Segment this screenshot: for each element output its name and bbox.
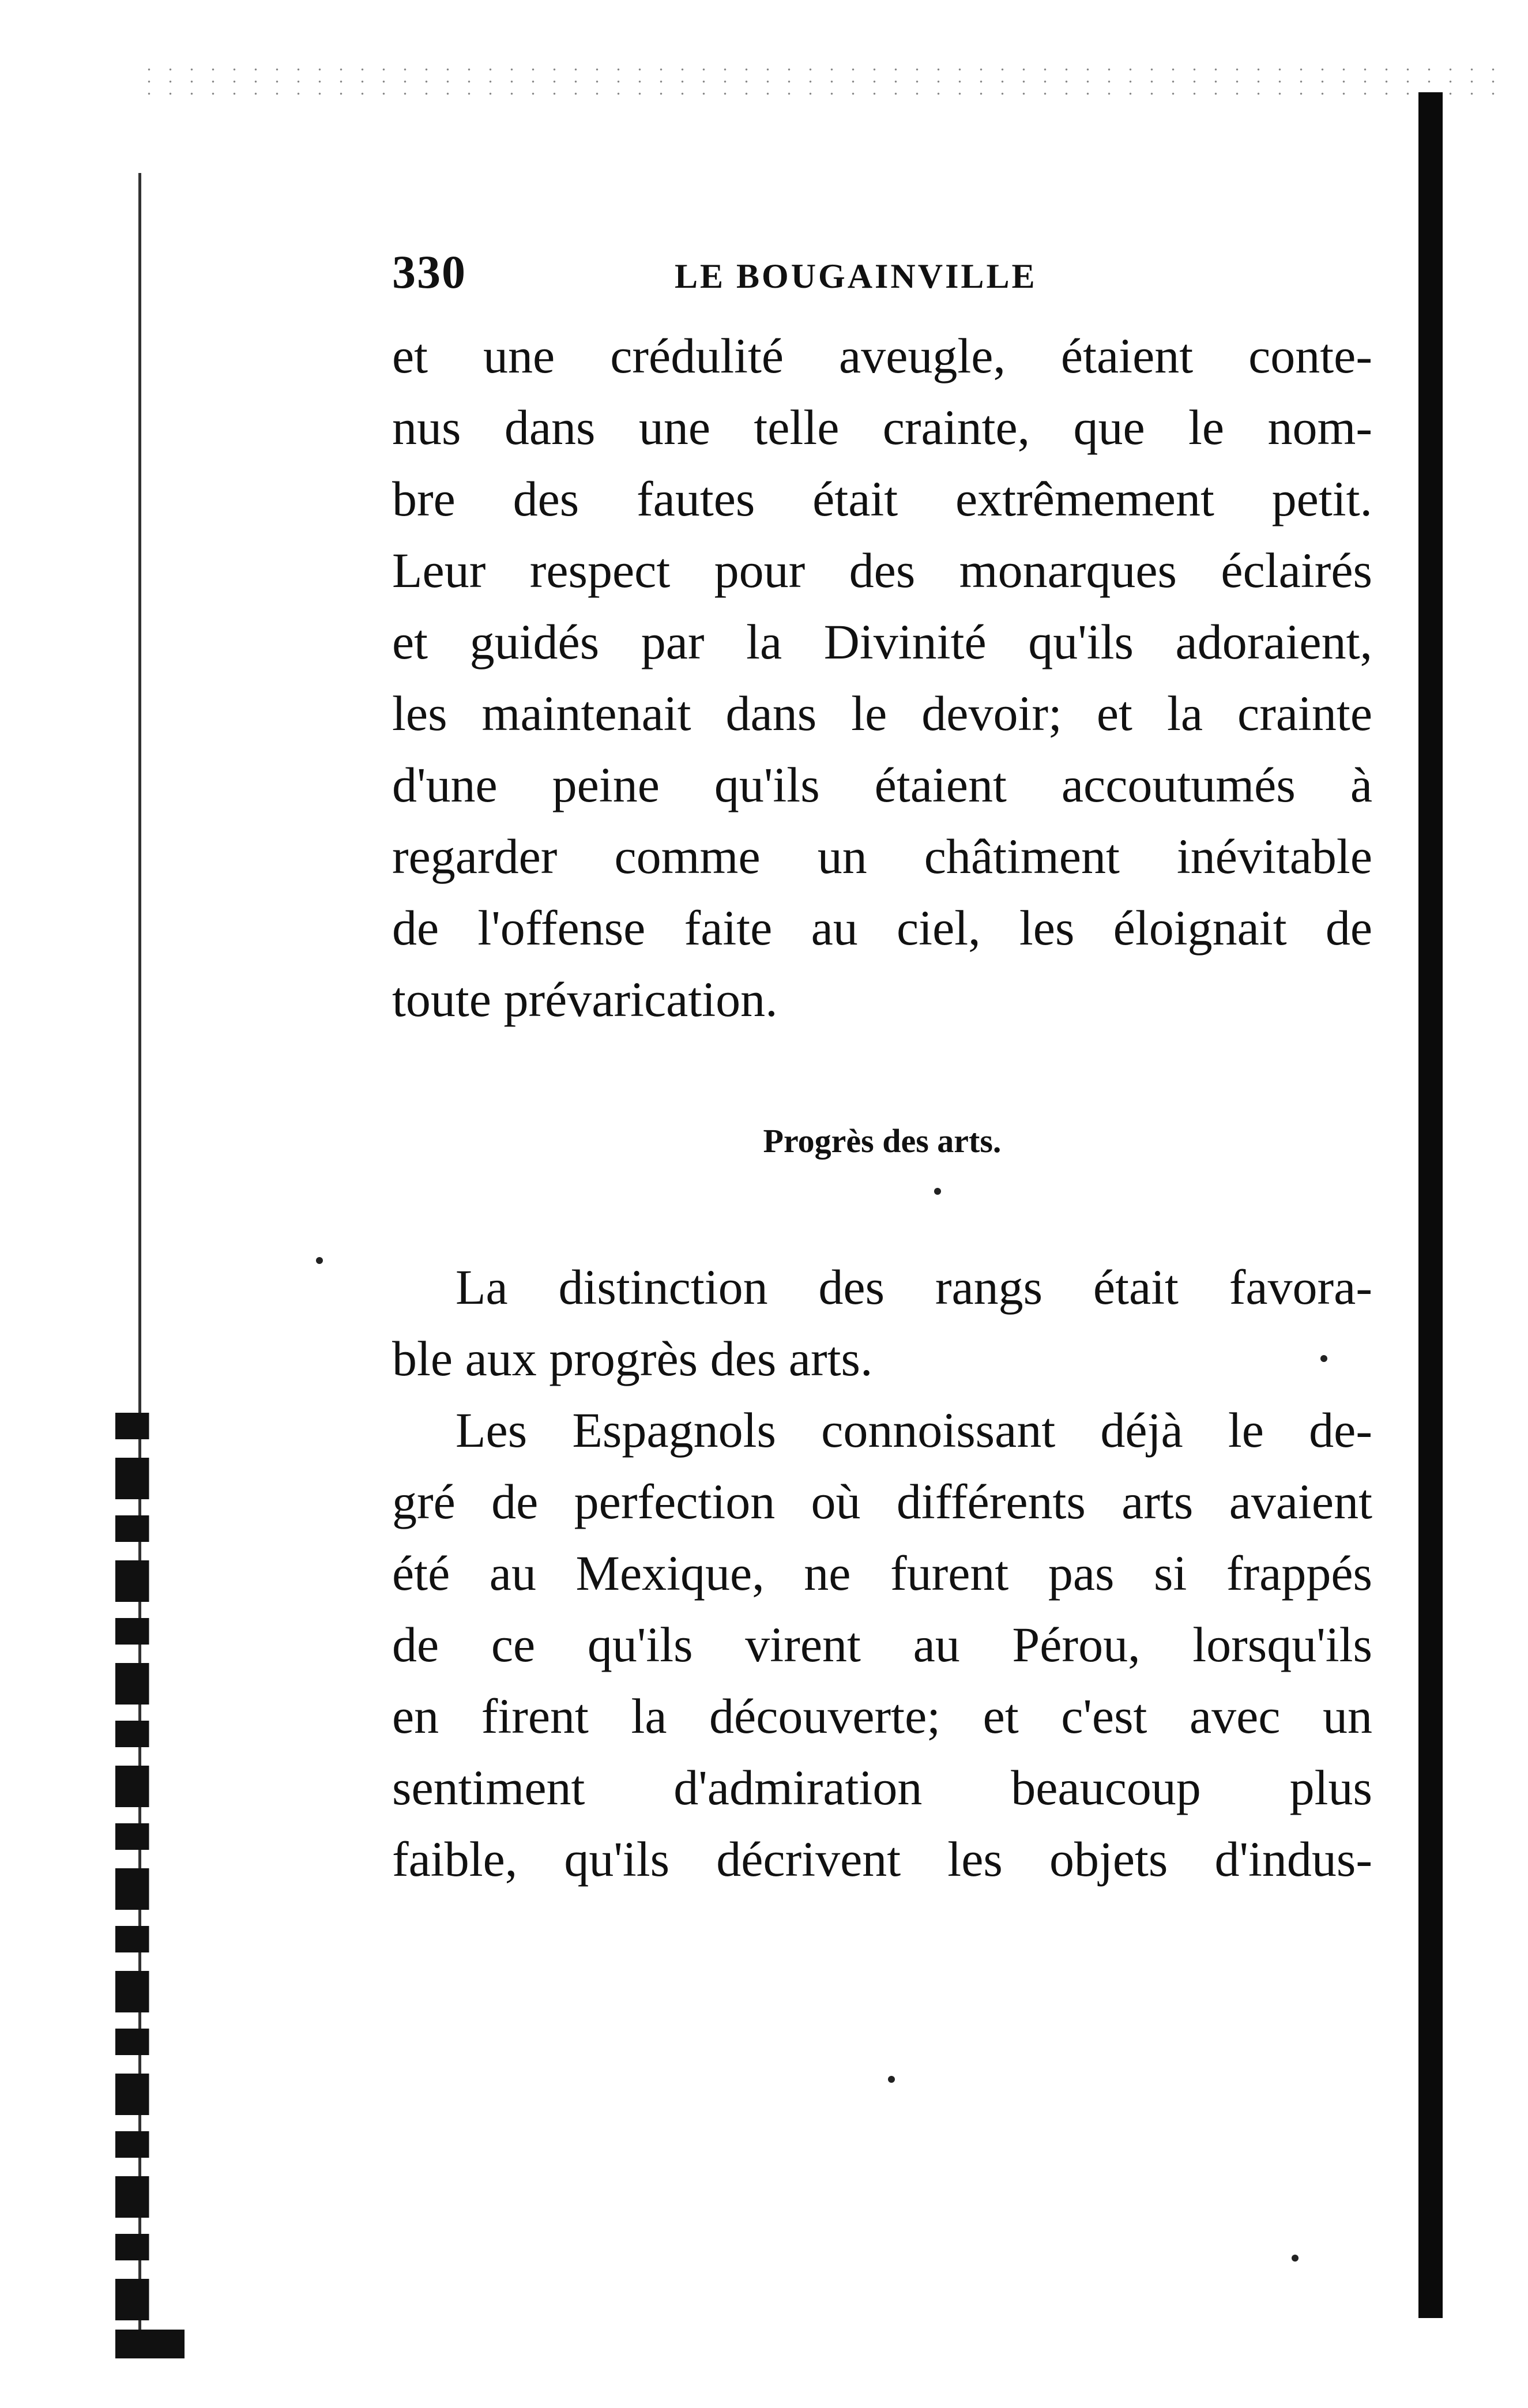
text-line: Leur respect pour des monarques éclairés — [392, 543, 1372, 598]
scan-noise-top — [138, 63, 1511, 104]
ink-speck — [888, 2076, 895, 2083]
text-line: de ce qu'ils virent au Pérou, lorsqu'ils — [392, 1617, 1372, 1672]
text-line: toute prévarication. — [392, 972, 778, 1027]
text-line: d'une peine qu'ils étaient accoutumés à — [392, 757, 1372, 812]
text-line: et une crédulité aveugle, étaient conte- — [392, 328, 1372, 383]
section-heading: Progrès des arts. — [763, 1122, 1002, 1160]
text-line: gré de perfection où différents arts avaient — [392, 1474, 1372, 1529]
text-line: en firent la découverte; et c'est avec un — [392, 1688, 1372, 1744]
paragraph-continued — [392, 320, 1372, 1035]
text-line: La distinction des rangs était favora- — [456, 1259, 1372, 1315]
text-line: les maintenait dans le devoir; et la crainte — [392, 686, 1372, 741]
scanned-binding-edge — [115, 173, 167, 2358]
text-line: faible, qu'ils décrivent les objets d'indus- — [392, 1831, 1372, 1887]
text-line: regarder comme un châtiment inévitable — [392, 829, 1372, 884]
binding-foot — [115, 2330, 185, 2358]
text-line: et guidés par la Divinité qu'ils adoraient, — [392, 614, 1372, 669]
text-line: ble aux progrès des arts. — [392, 1331, 873, 1386]
text-line: bre des fautes était extrêmement petit. — [392, 471, 1372, 526]
binding-marks — [115, 1413, 167, 2358]
text-line: été au Mexique, ne furent pas si frappés — [392, 1545, 1372, 1601]
running-title: LE BOUGAINVILLE — [675, 257, 1037, 295]
page-header — [392, 245, 1107, 308]
page-number: 330 — [392, 246, 466, 298]
ink-speck — [934, 1188, 941, 1195]
text-line: nus dans une telle crainte, que le nom- — [392, 400, 1372, 455]
ink-speck — [1292, 2255, 1299, 2262]
text-line: sentiment d'admiration beaucoup plus — [392, 1760, 1372, 1815]
paragraph-arts — [392, 1251, 1372, 1394]
ink-speck — [316, 1257, 323, 1264]
paragraph-spaniards — [392, 1394, 1372, 1895]
text-line: Les Espagnols connoissant déjà le de- — [456, 1402, 1372, 1458]
text-line: de l'offense faite au ciel, les éloignait de — [392, 900, 1372, 955]
scan-page-edge-bar — [1418, 92, 1443, 2318]
